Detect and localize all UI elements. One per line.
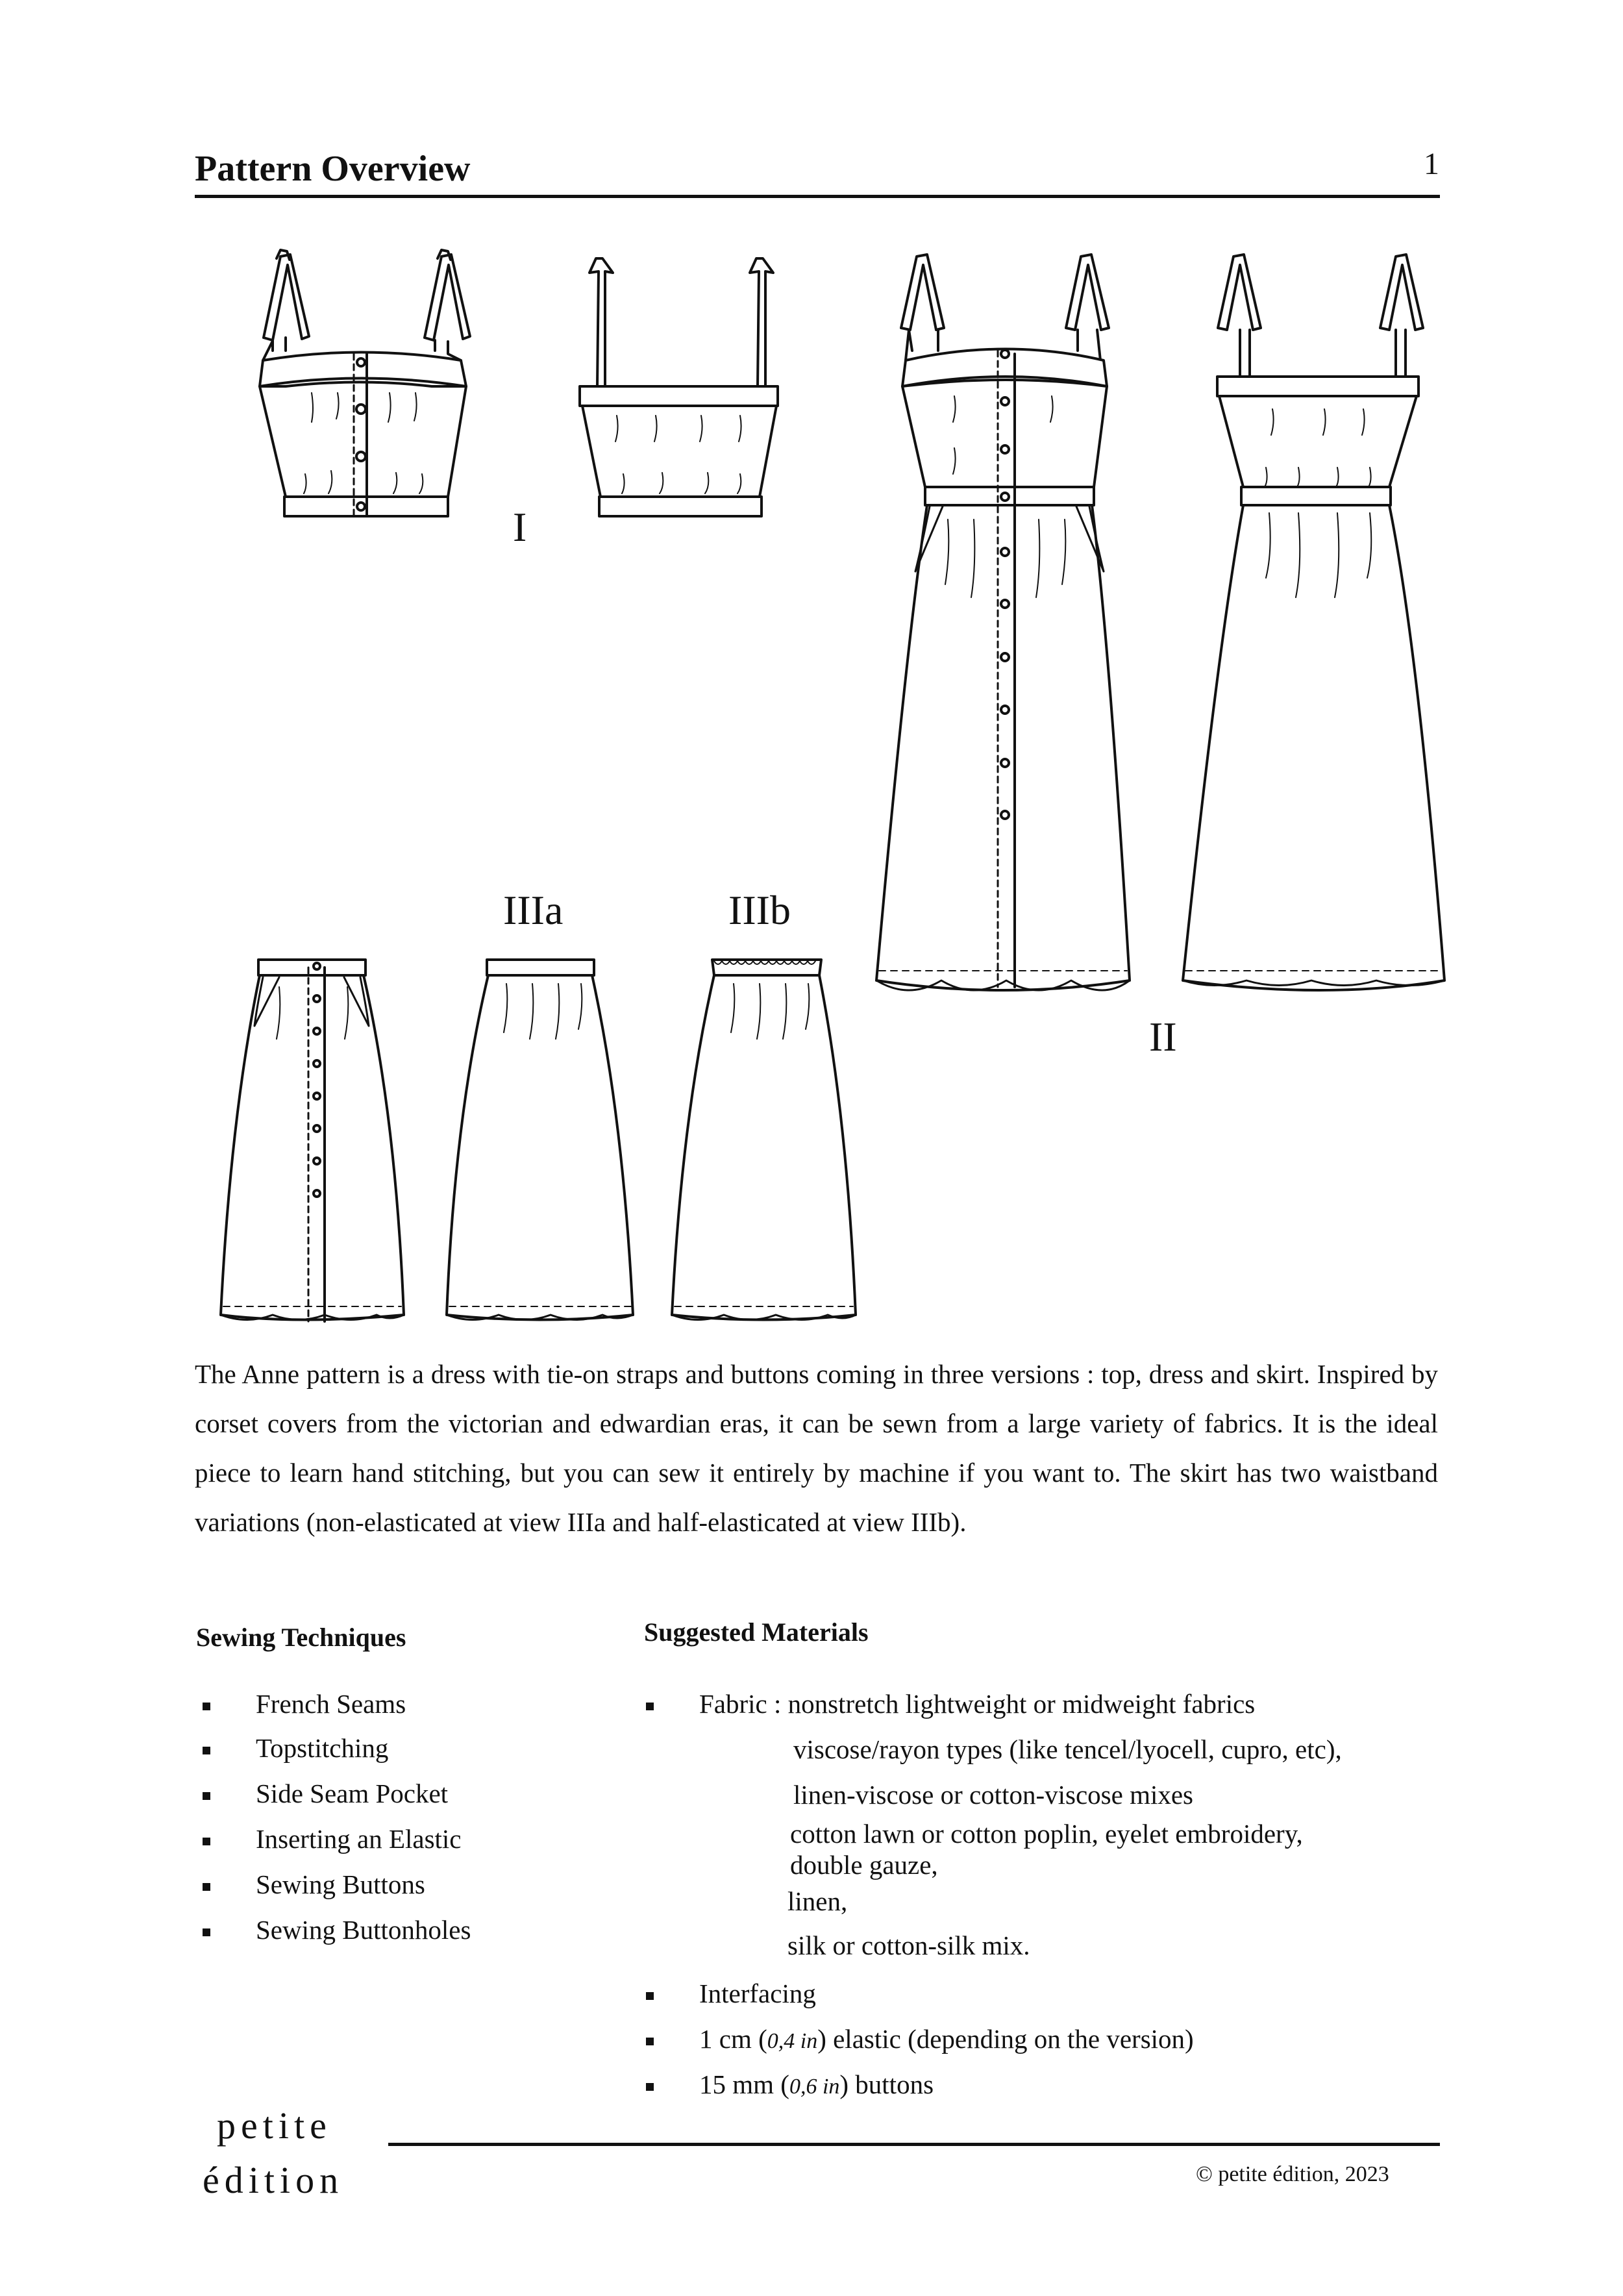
bullet-square-icon (646, 1992, 654, 2000)
page-number: 1 (1424, 147, 1439, 181)
view-label-iiib: IIIb (728, 887, 791, 933)
top-back-drawing (580, 258, 778, 516)
bullet-square-icon (203, 1703, 210, 1710)
technical-drawings (195, 234, 1461, 1351)
top-front-drawing (260, 250, 470, 516)
view-label-iiia: IIIa (503, 887, 564, 933)
bullet-square-icon (203, 1747, 210, 1754)
fabric-type: linen-viscose or cotton-viscose mixes (793, 1780, 1194, 1810)
fabric-type: cotton lawn or cotton poplin, eyelet embroidery, double gauze, (790, 1819, 1303, 1880)
bullet-square-icon (646, 2038, 654, 2045)
bullet-square-icon (203, 1928, 210, 1936)
copyright-notice: © petite édition, 2023 (1196, 2162, 1389, 2186)
suggested-materials-heading: Suggested Materials (644, 1617, 869, 1647)
sewing-techniques-list: French Seams Topstitching Side Seam Pocket Inserting an Elastic Sewing Buttons Sewing Buttonholes (203, 1688, 657, 1961)
bullet-square-icon (646, 1703, 654, 1710)
fabric-type: linen, (787, 1886, 848, 1916)
skirt-a-drawing (447, 960, 633, 1320)
fabric-type: viscose/rayon types (like tencel/lyocell, cupro, etc), (793, 1734, 1342, 1764)
intro-paragraph: The Anne pattern is a dress with tie-on straps and buttons coming in three versions : top, dress and skirt. Inspired by corset covers from the victorian and edwardian eras, it can be sewn from a large variety of fabrics. It is the ideal piece to learn hand stitching, but you can sew it entirely by machine if you want to. The skirt has two waistband variations (non-elasticated at view IIIa and half-elasticated at view IIIb). (195, 1359, 1438, 1537)
view-label-ii: II (1149, 1014, 1177, 1060)
skirt-b-drawing (672, 960, 856, 1320)
suggested-materials-list: Fabric : nonstretch lightweight or midweight fabrics viscose/rayon types (like tencel/lyocell, cupro, etc), linen-viscose or cotton-viscose mixes cotton lawn or cotton poplin, eyelet embroidery, double gauze, linen, silk or cotton-silk mix. Interfacing 1 cm (0,4 in) elastic (depending on the version) 15 mm (0,6 in) buttons (646, 1688, 1457, 2117)
bullet-square-icon (646, 2083, 654, 2091)
fabric-type: silk or cotton-silk mix. (787, 1930, 1030, 1960)
dress-back-drawing (1183, 255, 1444, 990)
skirt-buttoned-drawing (221, 960, 404, 1321)
header-rule (195, 195, 1440, 198)
sewing-techniques-heading: Sewing Techniques (196, 1623, 406, 1652)
bullet-square-icon (203, 1792, 210, 1800)
view-label-i: I (513, 504, 527, 550)
footer-rule (388, 2143, 1440, 2146)
page-title: Pattern Overview (195, 149, 471, 189)
bullet-square-icon (203, 1883, 210, 1891)
dress-front-drawing (876, 255, 1130, 990)
brand-logo: petite édition (203, 2104, 344, 2201)
bullet-square-icon (203, 1838, 210, 1845)
